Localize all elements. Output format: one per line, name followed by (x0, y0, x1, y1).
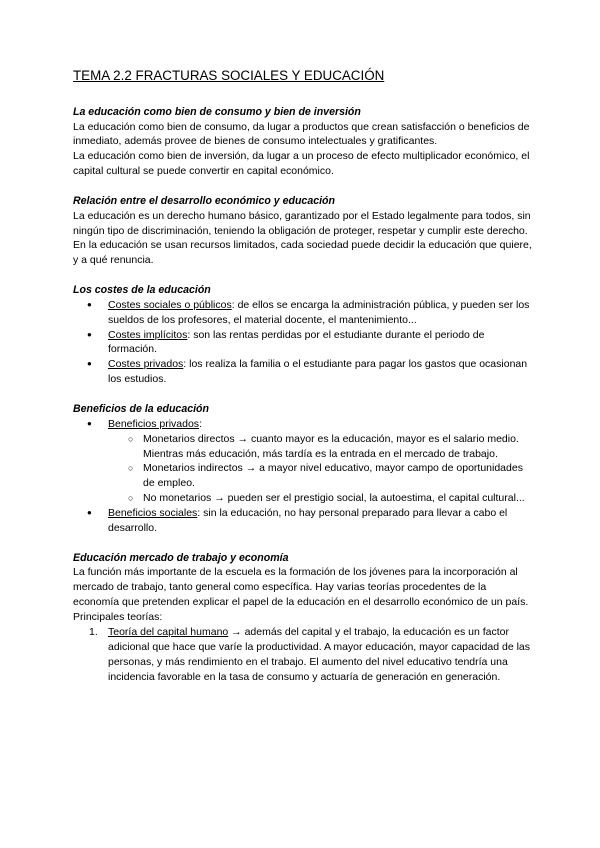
sub-list-item: ○ Monetarios indirectos → a mayor nivel educativo, mayor campo de oportunidades de empleo. (108, 461, 533, 491)
list-item (73, 298, 533, 328)
section-heading: Los costes de la educación (73, 284, 211, 297)
teorias-list (73, 625, 533, 685)
section-heading: La educación como bien de consumo y bien de inversión (73, 106, 361, 118)
section-desarrollo-educacion (73, 194, 533, 268)
item-text: : sin la educación, no hay personal preparado para llevar a cabo el desarrollo. (108, 507, 508, 535)
term: Beneficios privados (108, 417, 200, 430)
document-page (73, 68, 533, 700)
section-consumo-inversion (73, 105, 533, 179)
paragraph: La educación como bien de inversión, da lugar a un proceso de efecto multiplicador económico, el capital cultural se puede convertir en capital económico. (73, 150, 530, 178)
item-number: 1. (89, 626, 98, 639)
paragraph: La educación como bien de consumo, da lugar a productos que crean satisfacción o beneficios de inmediato, además provee de bienes de consumo intelectuales y gratificantes. (73, 120, 530, 148)
term: Beneficios sociales (108, 507, 198, 520)
list-item (73, 417, 533, 506)
term: Costes privados (108, 358, 184, 371)
item-text: : (199, 417, 202, 430)
costes-list (73, 298, 533, 387)
section-heading: Beneficios de la educación (73, 403, 209, 416)
list-item (73, 625, 533, 685)
term: Costes implícitos (108, 328, 188, 341)
paragraph: La función más importante de la escuela es la formación de los jóvenes para la incorporación al mercado de trabajo, tanto general como específica. Hay varias teorías procedentes de la economía que pretenden explicar el papel de la educación en el desarrollo económico de un país. Principales teorías: (73, 566, 529, 624)
section-mercado-trabajo (73, 551, 533, 685)
paragraph: La educación es un derecho humano básico, garantizado por el Estado legalmente para todos, sin ningún tipo de discriminación, teniendo la obligación de proteger, respetar y cumplir este derecho. (73, 209, 531, 237)
section-costes (73, 283, 533, 387)
item-text: : los realiza la familia o el estudiante para pagar los gastos que ocasionan los estudios. (108, 358, 528, 386)
beneficios-list (73, 417, 533, 536)
sub-list-item: ○ No monetarios → pueden ser el prestigio social, la autoestima, el capital cultural... (108, 491, 533, 506)
section-beneficios (73, 402, 533, 536)
term: Costes sociales o públicos (108, 298, 232, 311)
item-text: : son las rentas perdidas por el estudiante durante el periodo de formación. (108, 328, 485, 356)
section-heading: Relación entre el desarrollo económico y educación (73, 195, 335, 208)
list-item (73, 506, 533, 536)
item-text: → además del capital y el trabajo, la educación es un factor adicional que hace que varíe la productividad. A mayor educación, mayor capacidad de las personas, y más rendimiento en el trabajo. El aumento del nivel educativo tendría una incidencia favorable en la tasa de consumo y actuaría de generación en generación. (108, 626, 531, 683)
item-text: : de ellos se encarga la administración pública, y pueden ser los sueldos de los profesores, el material docente, el mantenimiento... (108, 298, 530, 326)
sub-list (108, 432, 533, 507)
list-item (73, 357, 533, 387)
term: Teoría del capital humano (108, 626, 229, 639)
paragraph: En la educación se usan recursos limitados, cada sociedad puede decidir la educación que quiere, y a qué renuncia. (73, 239, 532, 267)
sub-list-item: ○ Monetarios directos → cuanto mayor es la educación, mayor es el salario medio. Mientras más educación, más tardía es la entrada en el mercado de trabajo. (108, 432, 533, 462)
list-item (73, 328, 533, 358)
section-heading: Educación mercado de trabajo y economía (73, 551, 289, 564)
document-title: TEMA 2.2 FRACTURAS SOCIALES Y EDUCACIÓN (73, 68, 385, 83)
